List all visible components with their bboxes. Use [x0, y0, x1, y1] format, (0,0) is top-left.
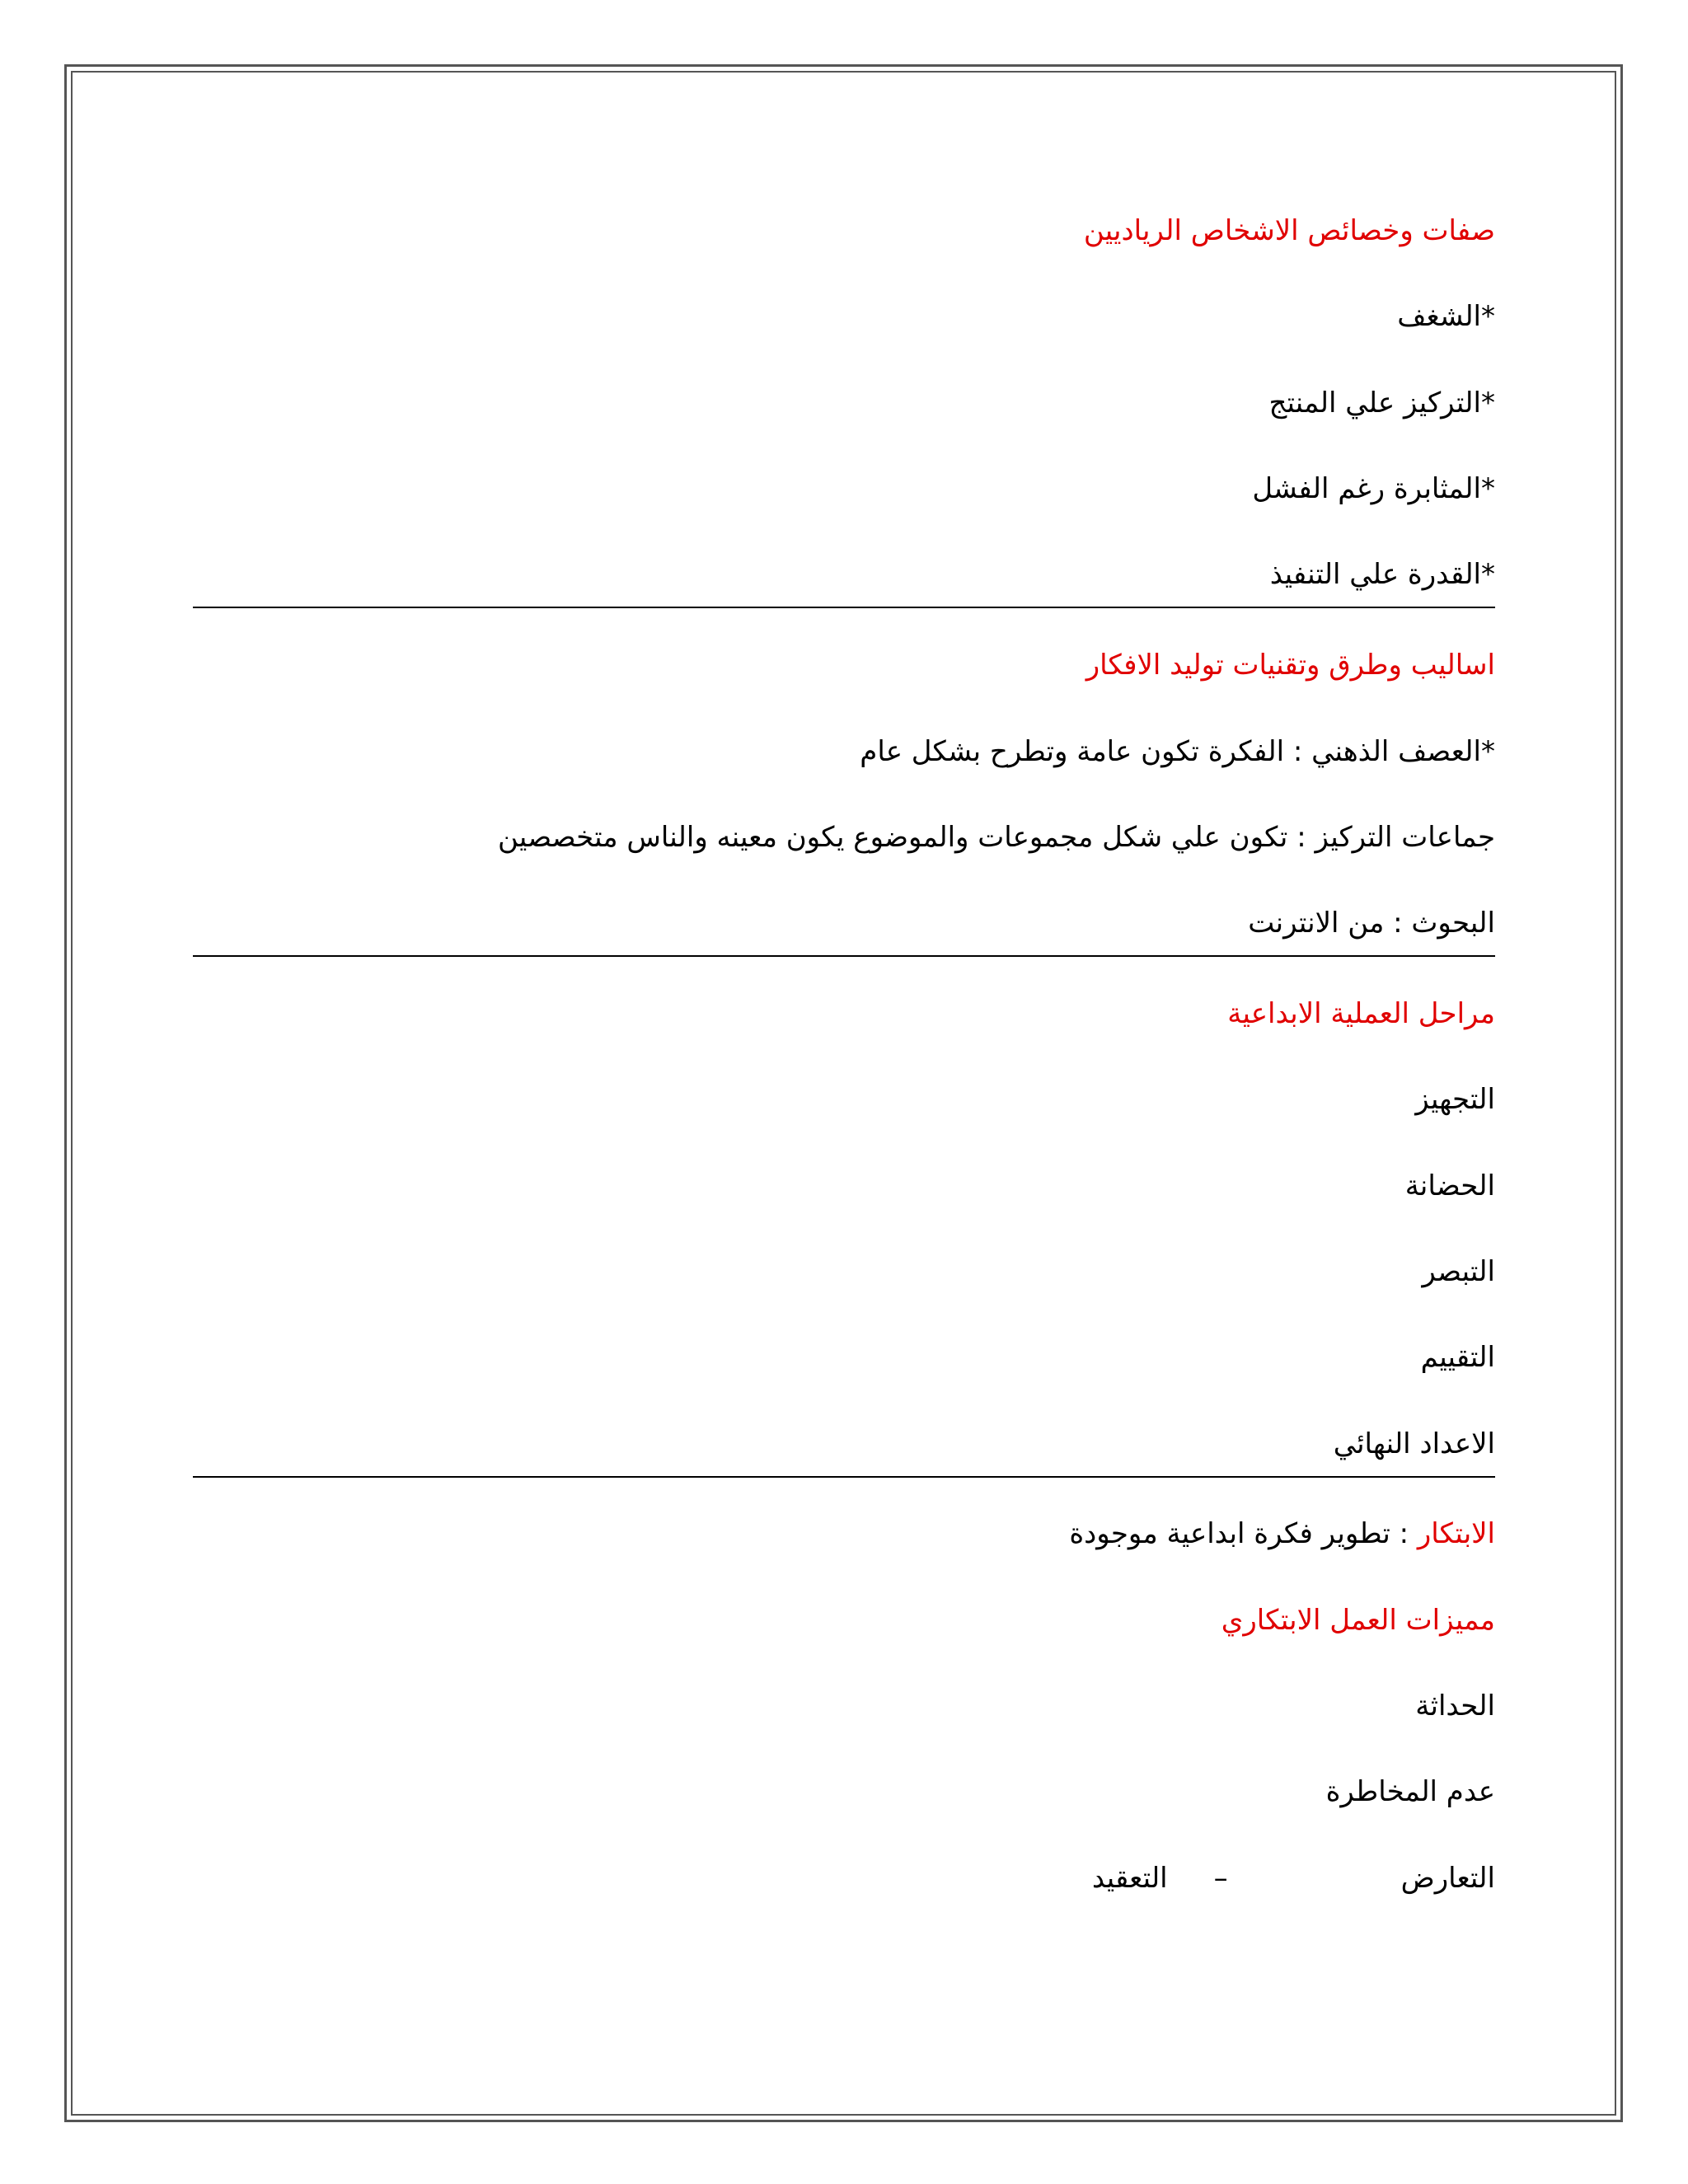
document-content	[193, 0, 1495, 2184]
list-item: التبصر	[1422, 1255, 1495, 1288]
pair-right-term: التعقيد	[1091, 1862, 1168, 1895]
list-item: *القدرة علي التنفيذ	[1269, 558, 1495, 591]
list-item: الحداثة	[1415, 1690, 1495, 1722]
list-item: *العصف الذهني : الفكرة تكون عامة وتطرح بشكل عام	[860, 735, 1495, 768]
list-item: جماعات التركيز : تكون علي شكل مجموعات والموضوع يكون معينه والناس متخصصين	[498, 821, 1495, 854]
list-item: *التركيز علي المنتج	[1268, 387, 1495, 419]
innovation-def: : تطوير فكرة ابداعية موجودة	[1069, 1517, 1418, 1550]
list-item: التقييم	[1420, 1341, 1495, 1374]
section-title-innovation-features: مميزات العمل الابتكاري	[1221, 1604, 1495, 1637]
list-item: التجهيز	[1415, 1083, 1495, 1116]
section-title-entrepreneur-traits: صفات وخصائص الاشخاص الرياديين	[1083, 214, 1495, 247]
pair-left-term: التعارض	[1400, 1862, 1495, 1895]
list-item: *المثابرة رغم الفشل	[1252, 472, 1495, 505]
pair-dash: –	[1213, 1862, 1228, 1895]
section-divider	[193, 607, 1495, 608]
innovation-term: الابتكار	[1417, 1517, 1495, 1550]
list-item: الحضانة	[1404, 1169, 1495, 1202]
section-title-idea-generation: اساليب وطرق وتقنيات توليد الافكار	[1085, 649, 1495, 682]
innovation-definition	[193, 1513, 1495, 1554]
list-item: عدم المخاطرة	[1325, 1775, 1495, 1808]
section-title-creative-stages: مراحل العملية الابداعية	[1227, 997, 1495, 1030]
section-divider	[193, 1476, 1495, 1478]
list-item-pair	[193, 1858, 1495, 1899]
list-item: البحوث : من الانترنت	[1248, 907, 1495, 940]
list-item: *الشغف	[1397, 300, 1495, 333]
section-divider	[193, 955, 1495, 957]
list-item: الاعداد النهائي	[1333, 1427, 1495, 1460]
